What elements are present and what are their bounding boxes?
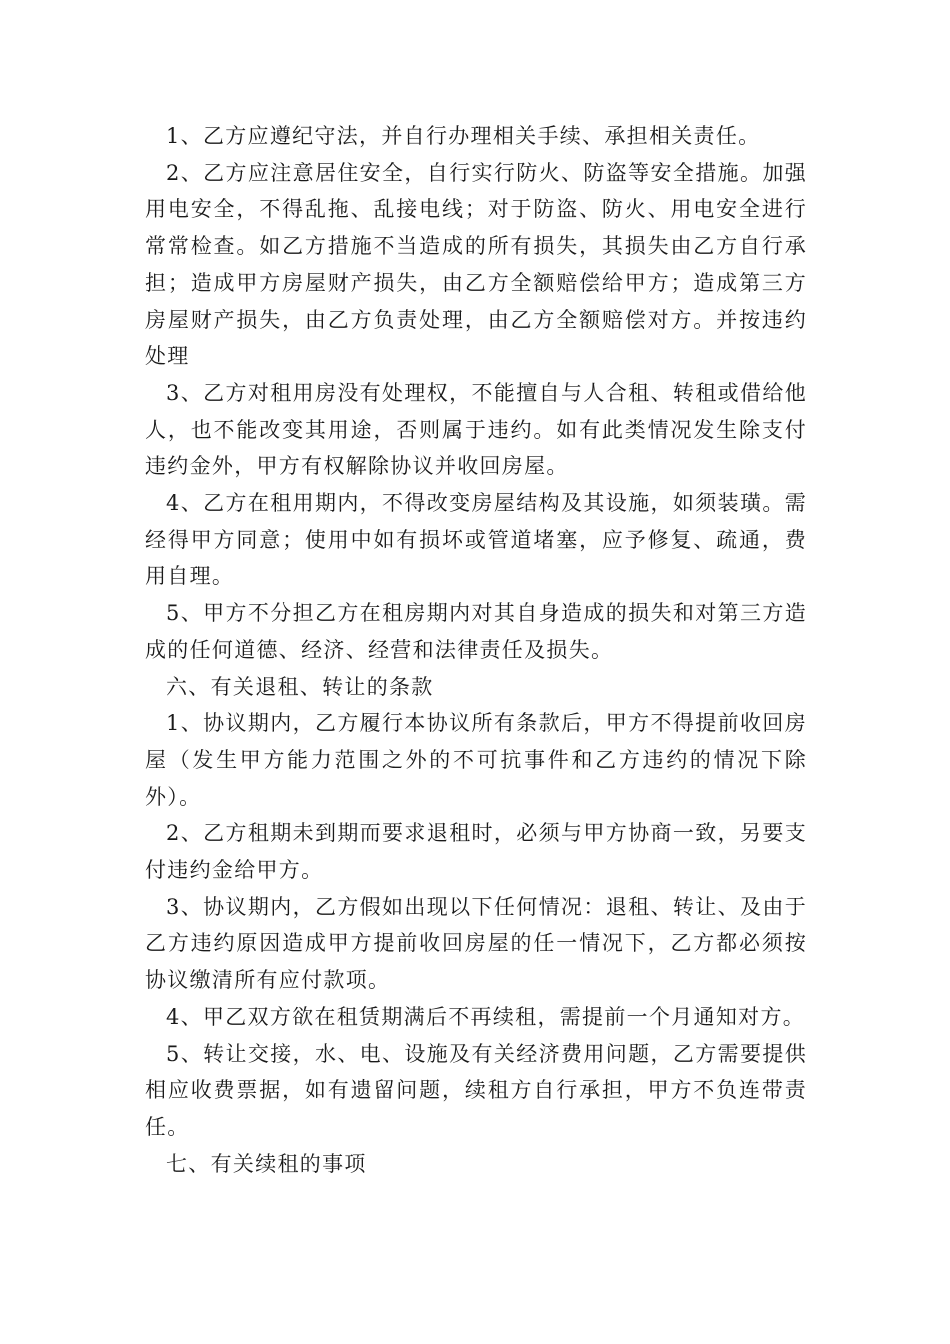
section-7-heading: 七、有关续租的事项: [166, 1151, 367, 1176]
clause-6-item-5: 5、转让交接，水、电、设施及有关经济费用问题，乙方需要提供相应收费票据，如有遗留问题，续租方自行承担，甲方不负连带责任。: [145, 1041, 807, 1139]
clause-5-item-1: 1、乙方应遵纪守法，并自行办理相关手续、承担相关责任。: [166, 124, 761, 148]
clause-6-item-4: 4、甲乙双方欲在租赁期满后不再续租，需提前一个月通知对方。: [166, 1004, 806, 1029]
clause-5-item-2: 2、乙方应注意居住安全，自行实行防火、防盗等安全措施。加强用电安全，不得乱拖、乱接电线；对于防盗、防火、用电安全进行常常检查。如乙方措施不当造成的所有损失，其损失由乙方自行承担；造成甲方房屋财产损失，由乙方全额赔偿给甲方；造成第三方房屋财产损失，由乙方负责处理，由乙方全额赔偿对方。并按违约处理: [145, 160, 807, 369]
section-6-heading: 六、有关退租、转让的条款: [166, 674, 434, 699]
clause-6-item-1: 1、协议期内，乙方履行本协议所有条款后，甲方不得提前收回房屋（发生甲方能力范围之外的不可抗事件和乙方违约的情况下除外）。: [145, 711, 807, 809]
clause-5-item-5: 5、甲方不分担乙方在租房期内对其自身造成的损失和对第三方造成的任何道德、经济、经营和法律责任及损失。: [145, 601, 807, 662]
clause-5-item-4: 4、乙方在租用期内，不得改变房屋结构及其设施，如须装璜。需经得甲方同意；使用中如有损坏或管道堵塞，应予修复、疏通，费用自理。: [145, 491, 807, 589]
clause-5-item-3: 3、乙方对租用房没有处理权，不能擅自与人合租、转租或借给他人，也不能改变其用途，否则属于违约。如有此类情况发生除支付违约金外，甲方有权解除协议并收回房屋。: [145, 380, 807, 479]
clause-6-item-2: 2、乙方租期未到期而要求退租时，必须与甲方协商一致，另要支付违约金给甲方。: [145, 821, 807, 883]
clause-6-item-3: 3、协议期内，乙方假如出现以下任何情况：退租、转让、及由于乙方违约原因造成甲方提前收回房屋的任一情况下，乙方都必须按协议缴清所有应付款项。: [145, 894, 807, 993]
document-body: [145, 118, 807, 1182]
